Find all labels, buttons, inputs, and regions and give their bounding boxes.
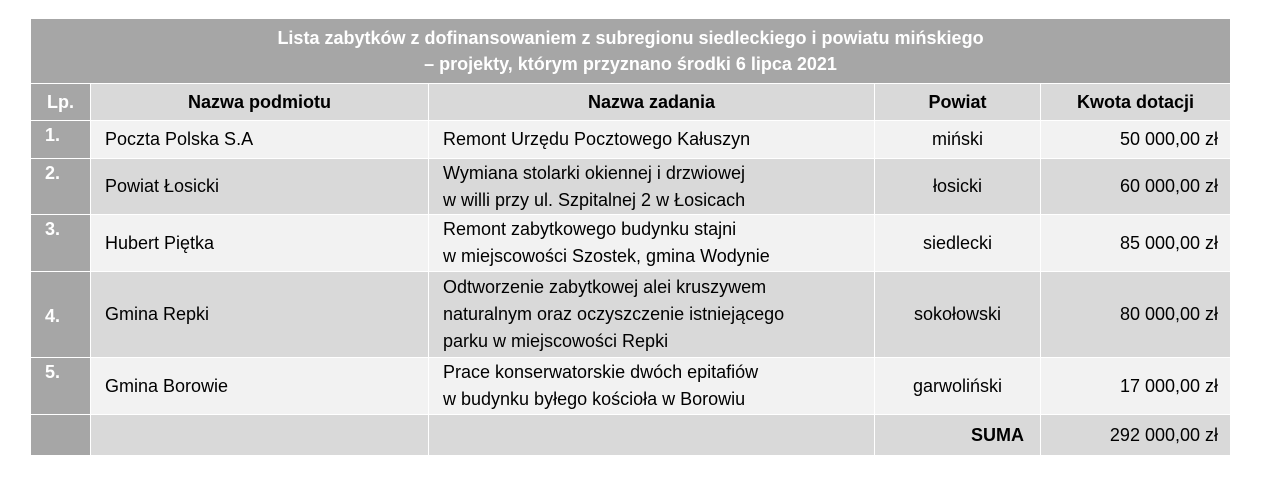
task-line: Remont zabytkowego budynku stajni: [443, 219, 737, 239]
sum-label: SUMA: [875, 415, 1041, 456]
table-row: [31, 272, 1231, 358]
task-line: Remont Urzędu Pocztowego Kałuszyn: [443, 129, 751, 149]
sum-empty-cell: [91, 415, 429, 456]
header-task: Nazwa zadania: [429, 84, 875, 121]
grants-table: [30, 18, 1231, 456]
table-row: [31, 358, 1231, 415]
county-name: siedlecki: [875, 215, 1041, 272]
task-line: naturalnym oraz oczyszczenie istniejącego: [443, 304, 785, 324]
row-number: 2.: [31, 159, 91, 215]
table-row: [31, 121, 1231, 159]
grant-amount: 17 000,00 zł: [1041, 358, 1231, 415]
table-row: [31, 215, 1231, 272]
task-line: w willi przy ul. Szpitalnej 2 w Łosicach: [443, 189, 746, 210]
task-line: w budynku byłego kościoła w Borowiu: [443, 389, 746, 409]
row-number: 3.: [31, 215, 91, 272]
county-name: garwoliński: [875, 358, 1041, 415]
title-row: [31, 19, 1231, 84]
sum-row: [31, 415, 1231, 456]
entity-name: Gmina Borowie: [91, 358, 429, 415]
task-line: parku w miejscowości Repki: [443, 331, 669, 351]
task-line: w miejscowości Szostek, gmina Wodynie: [443, 246, 770, 266]
header-county: Powiat: [875, 84, 1041, 121]
entity-name: Poczta Polska S.A: [91, 121, 429, 159]
county-name: sokołowski: [875, 272, 1041, 358]
table-title-line-2: – projekty, którym przyznano środki 6 lipca 2021: [424, 54, 837, 74]
task-line: Prace konserwatorskie dwóch epitafiów: [443, 362, 759, 382]
grant-amount: 85 000,00 zł: [1041, 215, 1231, 272]
sum-amount: 292 000,00 zł: [1041, 415, 1231, 456]
header-row: [31, 84, 1231, 121]
task-line: Wymiana stolarki okiennej i drzwiowej: [443, 162, 745, 183]
sum-empty-cell: [429, 415, 875, 456]
task-name: [429, 272, 875, 358]
entity-name: Powiat Łosicki: [91, 159, 429, 215]
header-amount: Kwota dotacji: [1041, 84, 1231, 121]
entity-name: Gmina Repki: [91, 272, 429, 358]
county-name: miński: [875, 121, 1041, 159]
grant-amount: 80 000,00 zł: [1041, 272, 1231, 358]
sum-lp-cell: [31, 415, 91, 456]
county-name: łosicki: [875, 159, 1041, 215]
header-lp: Lp.: [31, 84, 91, 121]
task-name: [429, 121, 875, 159]
table-title-line-1: Lista zabytków z dofinansowaniem z subregionu siedleckiego i powiatu mińskiego: [277, 28, 984, 48]
grant-amount: 60 000,00 zł: [1041, 159, 1231, 215]
table-row: [31, 159, 1231, 215]
task-line: Odtworzenie zabytkowej alei kruszywem: [443, 277, 767, 297]
table-title: [31, 19, 1231, 84]
task-name: [429, 159, 875, 215]
row-number: 4.: [31, 272, 91, 358]
grant-amount: 50 000,00 zł: [1041, 121, 1231, 159]
task-name: [429, 215, 875, 272]
row-number: 5.: [31, 358, 91, 415]
entity-name: Hubert Piętka: [91, 215, 429, 272]
header-entity: Nazwa podmiotu: [91, 84, 429, 121]
row-number: 1.: [31, 121, 91, 159]
task-name: [429, 358, 875, 415]
